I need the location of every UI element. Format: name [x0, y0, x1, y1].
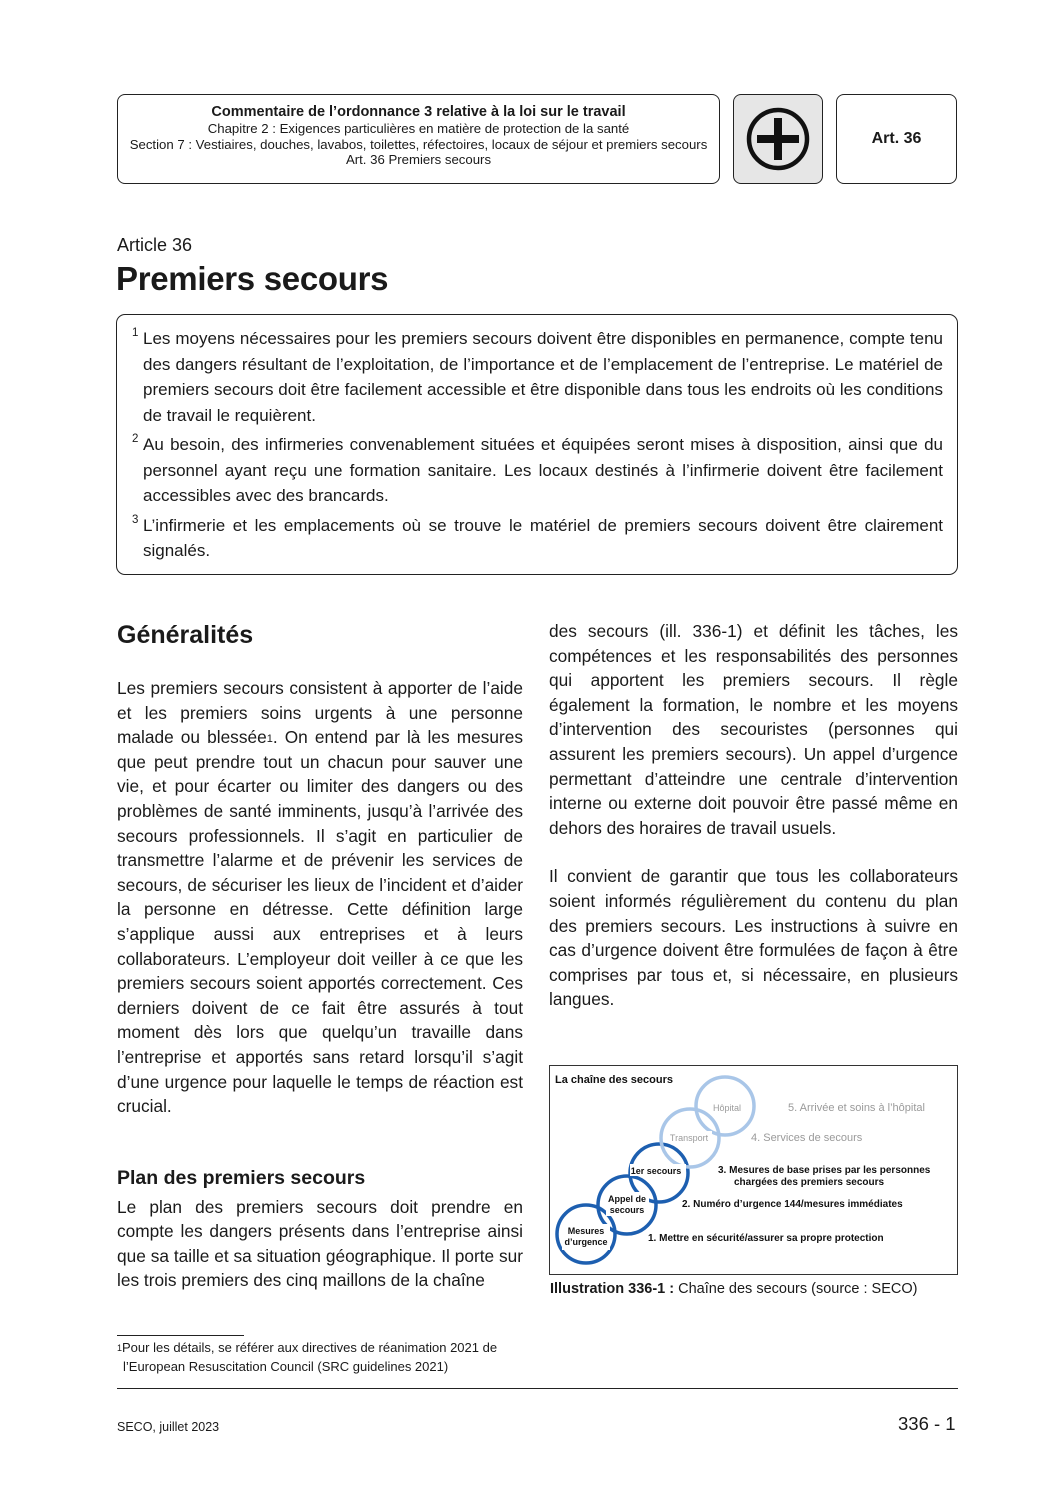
section-heading-generalites: Généralités	[117, 621, 254, 649]
header-line-4: Art. 36 Premiers secours	[345, 152, 492, 167]
law-paragraph-text: L’infirmerie et les emplacements où se trouve le matériel de premiers secours doivent être clairement signalés.	[143, 515, 943, 560]
first-aid-plus-icon	[745, 106, 811, 172]
step-label-3a: 3. Mesures de base prises par les personnes	[718, 1165, 931, 1176]
header-icon-box	[733, 94, 823, 184]
law-paragraph-1	[117, 326, 943, 428]
section-heading-plan: Plan des premiers secours	[117, 1166, 366, 1189]
circle-label-1a: Mesures	[567, 1226, 605, 1236]
figure-caption-label: Illustration 336-1 :	[550, 1281, 675, 1297]
figure-caption	[550, 1281, 917, 1297]
step-label-2: 2. Numéro d’urgence 144/mesures immédiates	[682, 1199, 903, 1210]
law-paragraph-number: 1	[132, 327, 139, 339]
circle-label-2a: Appel de	[607, 1194, 647, 1204]
law-text-box	[116, 314, 958, 575]
rescue-chain-figure	[549, 1065, 958, 1275]
law-paragraph-2	[117, 432, 943, 509]
plan-paragraph-1-continued: des secours (ill. 336-1) et définit les tâches, les compétences et les responsabilités des personnes qui apportent les premiers secours. Il règle également la formation, le nombre et les moyens d’intervention des secouristes (personnes qui assurent les premiers secours). Un appel d’urgence permettant d’atteindre une centrale d’intervention interne ou externe doit pouvoir être passé même en dehors des horaires de travail usuels.	[549, 621, 958, 838]
rescue-chain-diagram	[550, 1066, 956, 1273]
article-label: Article 36	[117, 235, 193, 255]
header-title-box	[117, 94, 720, 184]
header-line-2: Chapitre 2 : Exigences particulières en matière de protection de la santé	[207, 121, 630, 136]
generalites-paragraph	[117, 676, 523, 1119]
header-line-1: Commentaire de l’ordonnance 3 relative à la loi sur le travail	[211, 104, 626, 120]
circle-label-5: Hôpital	[712, 1103, 742, 1113]
step-label-5: 5. Arrivée et soins à l’hôpital	[788, 1102, 925, 1114]
footnote-line-1: Pour les détails, se référer aux directives de réanimation 2021 de	[122, 1340, 498, 1355]
header-line-3: Section 7 : Vestiaires, douches, lavabos, toilettes, réfectoires, locaux de séjour et premiers secours	[129, 136, 708, 152]
law-paragraph-number: 3	[132, 513, 139, 526]
figure-title: La chaîne des secours	[555, 1074, 673, 1086]
law-paragraph-text: Au besoin, des infirmeries convenablement situées et équipées seront mises à disposition, ainsi que du personnel ayant reçu une formation sanitaire. Les locaux destinés à l’infirmerie doivent être facilement accessibles avec des brancards.	[143, 435, 943, 505]
footer-source: SECO, juillet 2023	[117, 1420, 220, 1434]
circle-label-1b: d’urgence	[564, 1237, 608, 1247]
header-article-tag: Art. 36	[836, 94, 957, 184]
plan-paragraph-2: Il convient de garantir que tous les collaborateurs soient informés régulièrement du contenu du plan des premiers secours. Les instructions à suivre en cas d’urgence doivent être formulées de façon à être comprises par tous et, si nécessaire, en plusieurs langues.	[549, 866, 958, 1010]
footnote-line-2: l’European Resuscitation Council (SRC guidelines 2021)	[123, 1359, 449, 1374]
footnote	[117, 1338, 537, 1376]
right-column	[549, 619, 958, 1012]
law-paragraph-3	[117, 513, 943, 564]
step-label-1: 1. Mettre en sécurité/assurer sa propre protection	[648, 1233, 884, 1244]
step-label-3b: chargées des premiers secours	[734, 1177, 885, 1188]
circle-label-4: Transport	[669, 1133, 709, 1143]
law-paragraph-number: 2	[132, 433, 139, 445]
footnote-divider	[117, 1335, 244, 1336]
footer-divider	[117, 1388, 958, 1389]
generalites-text-b: . On entend par là les mesures que peut prendre tout un chacun pour sauver une vie, et pour écarter ou limiter des dangers ou des problèmes de santé imminents, jusqu’à l’arrivée des secours professionnels. Il s’agit en particulier de transmettre l’alarme et de prévenir les services de secours, de sécuriser les lieux de l’incident et d’aider la personne en détresse. Cette définition large s’applique aussi aux entreprises et à leurs collaborateurs. L’employeur doit veiller à ce que les premiers secours soient apportés correctement. Ces derniers doivent de ce fait être assurés à tout moment dès lors que quelqu’un travaille dans l’entreprise et apportés sans retard lorsqu’il s’agit d’une urgence pour laquelle le temps de réaction est crucial.	[117, 727, 523, 1117]
law-paragraph-text: Les moyens nécessaires pour les premiers secours doivent être disponibles en permanence, compte tenu des dangers résultant de l’exploitation, de l’importance et de l’emplacement de l’entreprise. Le matériel de premiers secours doit être facilement accessible et être disponible dans tous les endroits où les conditions de travail le requièrent.	[143, 329, 943, 425]
page-title: Premiers secours	[116, 260, 389, 297]
footnote-reference[interactable]: 1	[266, 733, 273, 746]
circle-label-3: 1er secours	[630, 1166, 682, 1176]
circle-label-2b: secours	[609, 1205, 645, 1215]
page-number: 336 - 1	[898, 1413, 956, 1434]
generalites-text-a: Les premiers secours consistent à apporter de l’aide et les premiers soins urgents à une personne malade ou blessée	[117, 678, 523, 748]
left-column	[117, 618, 523, 1293]
plan-paragraph-1: Le plan des premiers secours doit prendre en compte les dangers présents dans l’entreprise ainsi que sa taille et sa situation géographique. Il porte sur les trois premiers des cinq maillons de la chaîne	[117, 1196, 523, 1291]
figure-caption-text: Chaîne des secours (source : SECO)	[674, 1281, 918, 1297]
footnote-number: 1	[117, 1343, 123, 1353]
step-label-4: 4. Services de secours	[751, 1132, 863, 1144]
